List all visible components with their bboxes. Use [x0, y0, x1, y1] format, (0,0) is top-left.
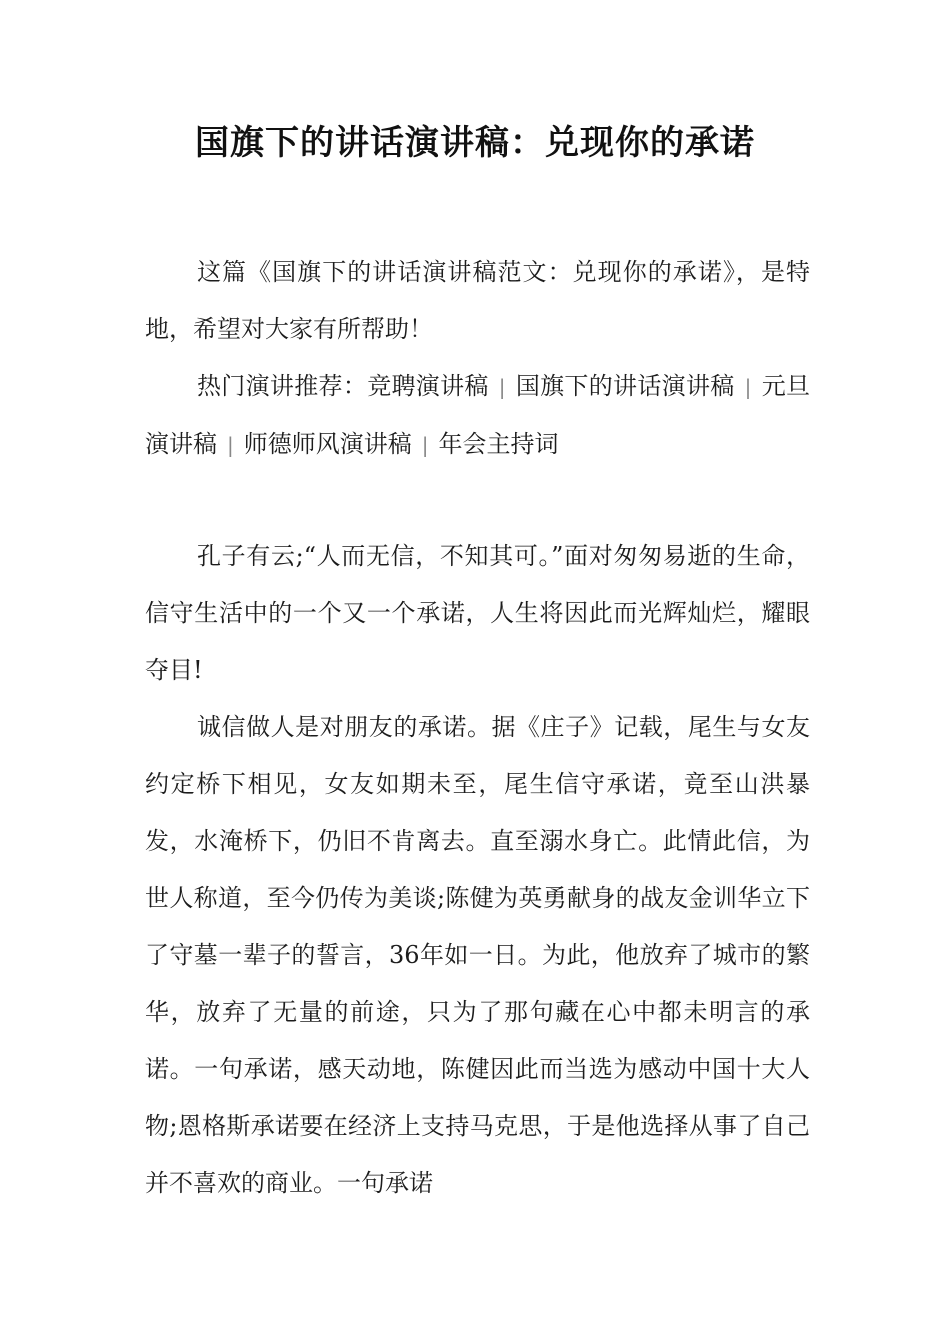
separator: | — [227, 433, 234, 457]
body-paragraph: 孔子有云;“人而无信，不知其可。”面对匆匆易逝的生命，信守生活中的一个又一个承诺，人生将因此而光辉灿烂，耀眼夺目! — [145, 542, 810, 684]
hot-link-guoqixia[interactable]: 国旗下的讲话演讲稿 — [515, 372, 735, 400]
body-paragraph: 诚信做人是对朋友的承诺。据《庄子》记载，尾生与女友约定桥下相见，女友如期未至，尾生信守承诺，竟至山洪暴发，水淹桥下，仍旧不肯离去。直至溺水身亡。此情此信，为世人称道，至今仍传为美谈;陈健为英勇献身的战友金训华立下了守墓一辈子的誓言，36年如一日。为此，他放弃了城市的繁华，放弃了无量的前途，只为了那句藏在心中都未明言的承诺。一句承诺，感天动地，陈健因此而当选为感动中国十大人物;恩格斯承诺要在经济上支持马克思，于是他选择从事了自己并不喜欢的商业。一句承诺 — [145, 713, 810, 1197]
hot-link-yuandan[interactable]: 元旦演讲稿 — [145, 372, 810, 458]
document-title: 国旗下的讲话演讲稿：兑现你的承诺 — [195, 123, 755, 163]
hot-link-jingpin[interactable]: 竞聘演讲稿 — [367, 372, 489, 400]
main-body — [145, 528, 810, 1212]
hot-link-shide[interactable]: 师德师风演讲稿 — [243, 430, 412, 458]
hot-label: 热门演讲推荐： — [197, 372, 368, 400]
intro-section — [145, 244, 810, 474]
separator: | — [421, 433, 429, 457]
hot-link-nianhui[interactable]: 年会主持词 — [438, 430, 559, 458]
hot-recommendations — [145, 358, 810, 474]
intro-paragraph: 这篇《国旗下的讲话演讲稿范文：兑现你的承诺》，是特地，希望对大家有所帮助！ — [145, 258, 810, 343]
separator: | — [744, 375, 752, 399]
separator: | — [498, 375, 506, 399]
